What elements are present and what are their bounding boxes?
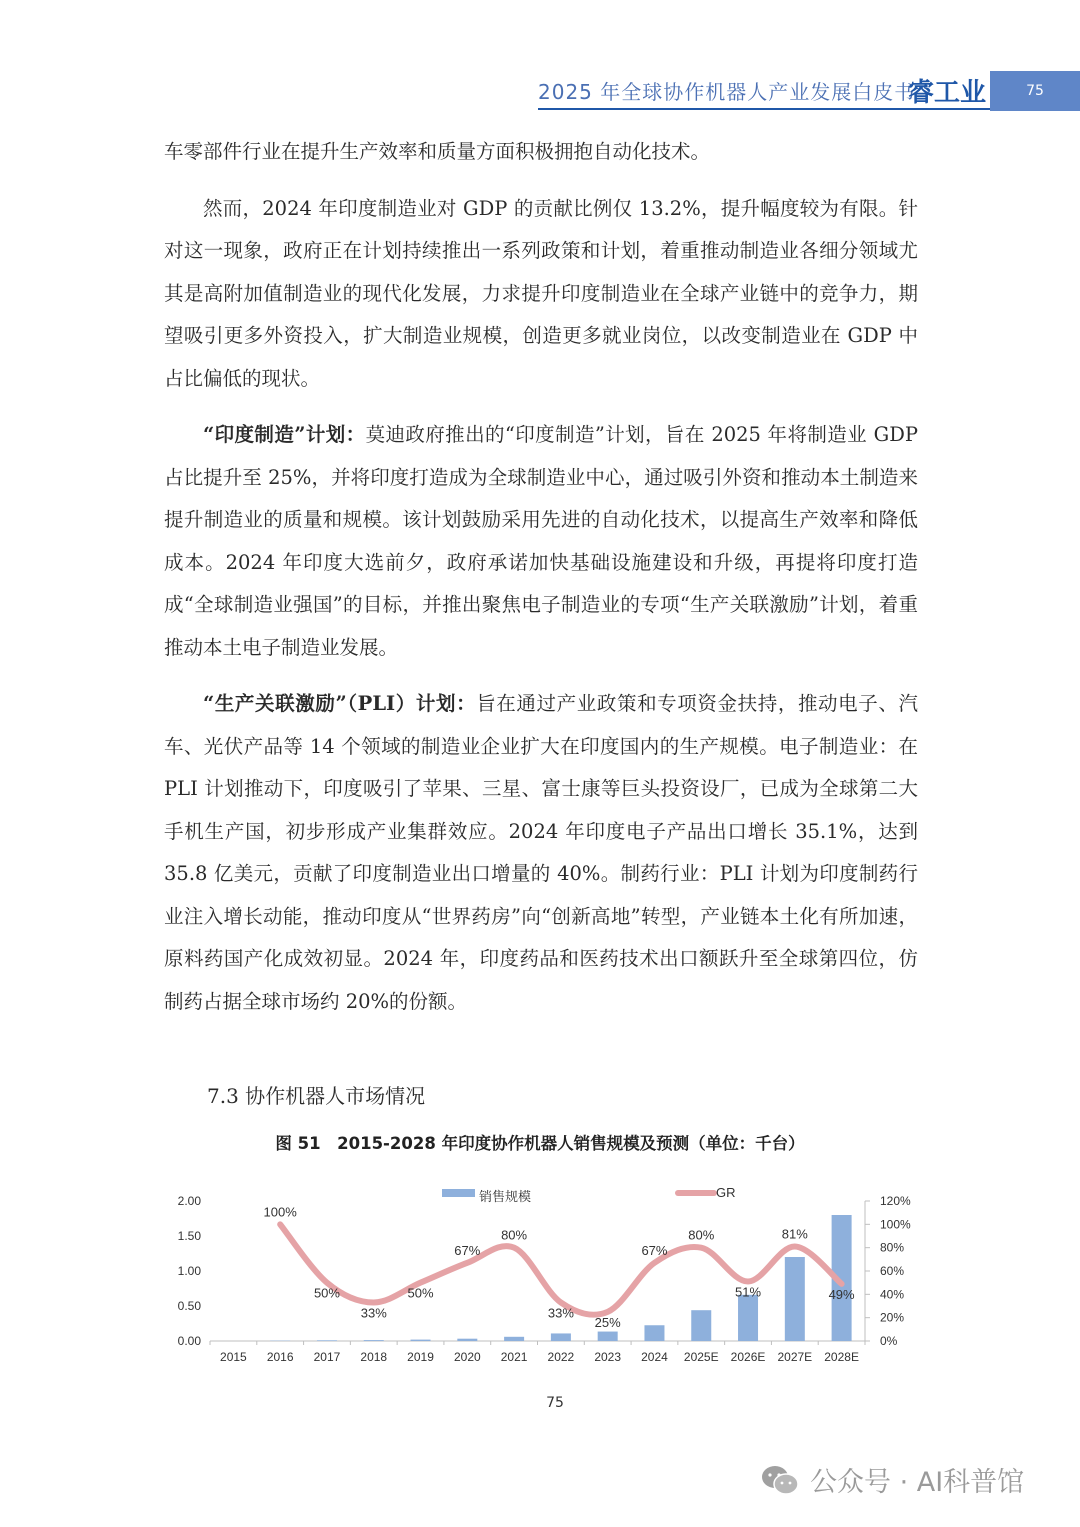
- paragraph-2: [164, 414, 918, 669]
- data-label: 33%: [547, 1305, 574, 1321]
- watermark-text: 公众号 · AI科普馆: [810, 1467, 1025, 1498]
- y-right-tick-label: 60%: [880, 1264, 905, 1278]
- y-right-tick-label: 100%: [880, 1217, 911, 1232]
- x-tick-label: 2025E: [683, 1350, 719, 1364]
- y-right-tick-label: 20%: [880, 1310, 905, 1325]
- page-number: 75: [546, 1395, 564, 1411]
- watermark: [760, 1460, 1024, 1499]
- bar-sales: [738, 1295, 758, 1341]
- header-brand: 睿工业: [908, 78, 987, 108]
- data-label: 50%: [407, 1285, 434, 1301]
- data-label: 81%: [781, 1226, 808, 1242]
- section-title: 7.3 协作机器人市场情况: [207, 1084, 426, 1108]
- y-left-tick-label: 0.50: [177, 1299, 201, 1313]
- paragraph-0: 车零部件行业在提升生产效率和质量方面积极拥抱自动化技术。: [164, 140, 711, 163]
- bar-sales: [598, 1332, 618, 1341]
- x-tick-label: 2018: [360, 1350, 388, 1364]
- x-tick-label: 2020: [453, 1350, 481, 1364]
- bar-sales: [551, 1333, 571, 1341]
- y-left-tick-label: 2.00: [177, 1194, 201, 1208]
- bar-sales: [504, 1337, 524, 1341]
- legend-label-line: GR: [716, 1185, 736, 1200]
- y-left-tick-label: 1.00: [177, 1264, 201, 1278]
- paragraph-2-body: 莫迪政府推出的“印度制造”计划，旨在 2025 年将制造业 GDP 占比提升至 25%，并将印度打造成为全球制造业中心，通过吸引外资和推动本土制造来提升制造业的质量和规模。该计划鼓励采用先进的自动化技术，以提高生产效率和降低成本。2024 年印度大选前夕，政府承诺加快基础设施建设和升级，再提将印度打造成“全球制造业强国”的目标，并推出聚焦电子制造业的专项“生产关联激励”计划，着重推动本土电子制造业发展。: [164, 423, 919, 659]
- y-right-tick-label: 0%: [880, 1334, 898, 1348]
- body-text: [164, 131, 918, 1023]
- data-label: 80%: [501, 1227, 528, 1243]
- x-tick-label: 2019: [407, 1350, 434, 1364]
- data-label: 80%: [688, 1227, 715, 1243]
- bar-sales: [785, 1257, 805, 1341]
- y-left-tick-label: 0.00: [177, 1334, 201, 1348]
- x-tick-label: 2015: [220, 1350, 247, 1364]
- figure-caption: 图 51 2015-2028 年印度协作机器人销售规模及预测（单位：千台）: [275, 1134, 805, 1153]
- x-tick-label: 2026E: [730, 1350, 766, 1364]
- bar-sales: [644, 1325, 664, 1341]
- x-tick-label: 2028E: [824, 1350, 859, 1364]
- data-label: 100%: [263, 1204, 297, 1220]
- header-page-number: 75: [990, 71, 1080, 111]
- x-tick-label: 2017: [313, 1350, 341, 1364]
- header-title: 2025 年全球协作机器人产业发展白皮书: [538, 80, 916, 104]
- paragraph-1: 然而，2024 年印度制造业对 GDP 的贡献比例仅 13.2%，提升幅度较为有限。针对这一现象，政府正在计划持续推出一系列政策和计划，着重推动制造业各细分领域尤其是高附加值制造业的现代化发展，力求提升印度制造业在全球产业链中的竞争力，期望吸引更多外资投入，扩大制造业规模，创造更多就业岗位，以改变制造业在 GDP 中占比偏低的现状。: [164, 196, 918, 390]
- header-rule: [538, 108, 990, 110]
- legend-swatch-bar: [442, 1189, 475, 1197]
- data-label: 33%: [360, 1305, 387, 1321]
- bar-sales: [691, 1310, 711, 1341]
- x-tick-label: 2023: [594, 1350, 622, 1364]
- x-tick-label: 2021: [500, 1350, 528, 1364]
- paragraph-3-body: 旨在通过产业政策和专项资金扶持，推动电子、汽车、光伏产品等 14 个领域的制造业企业扩大在印度国内的生产规模。电子制造业：在 PLI 计划推动下，印度吸引了苹果、三星、富士康等巨头投资设厂，已成为全球第二大手机生产国，初步形成产业集群效应。2024 年印度电子产品出口增长 35.1%，达到 35.8 亿美元，贡献了印度制造业出口增量的 40%。制药行业：PLI 计划为印度制药行业注入增长动能，推动印度从“世界药房”向“创新高地”转型，产业链本土化有所加速，原料药国产化成效初显。2024 年，印度药品和医药技术出口额跃升至全球第四位，仿制药占据全球市场约 20%的份额。: [164, 692, 918, 1013]
- y-right-tick-label: 80%: [880, 1240, 905, 1255]
- legend-label-bar: 销售规模: [479, 1189, 532, 1204]
- x-tick-label: 2022: [547, 1350, 575, 1364]
- data-label: 25%: [594, 1314, 621, 1330]
- bar-sales: [457, 1339, 477, 1341]
- paragraph-3-title: “生产关联激励”（PLI）计划：: [203, 692, 477, 715]
- y-right-tick-label: 40%: [880, 1287, 905, 1302]
- data-label: 67%: [454, 1242, 481, 1258]
- y-left-tick-label: 1.50: [177, 1229, 201, 1243]
- wechat-icon: [760, 1463, 800, 1497]
- data-label: 51%: [735, 1284, 762, 1300]
- bar-sales: [364, 1340, 384, 1341]
- x-tick-label: 2024: [641, 1350, 668, 1364]
- x-tick-label: 2027E: [777, 1350, 813, 1364]
- data-label: 49%: [828, 1286, 855, 1302]
- paragraph-2-title: “印度制造”计划：: [203, 423, 366, 446]
- x-tick-label: 2016: [266, 1350, 294, 1364]
- bar-sales: [411, 1340, 431, 1341]
- y-right-tick-label: 120%: [880, 1194, 911, 1208]
- data-label: 50%: [313, 1285, 340, 1301]
- bar-sales: [317, 1340, 337, 1341]
- paragraph-3: [164, 683, 918, 1023]
- data-label: 67%: [641, 1242, 668, 1258]
- sales-chart: [160, 1170, 920, 1375]
